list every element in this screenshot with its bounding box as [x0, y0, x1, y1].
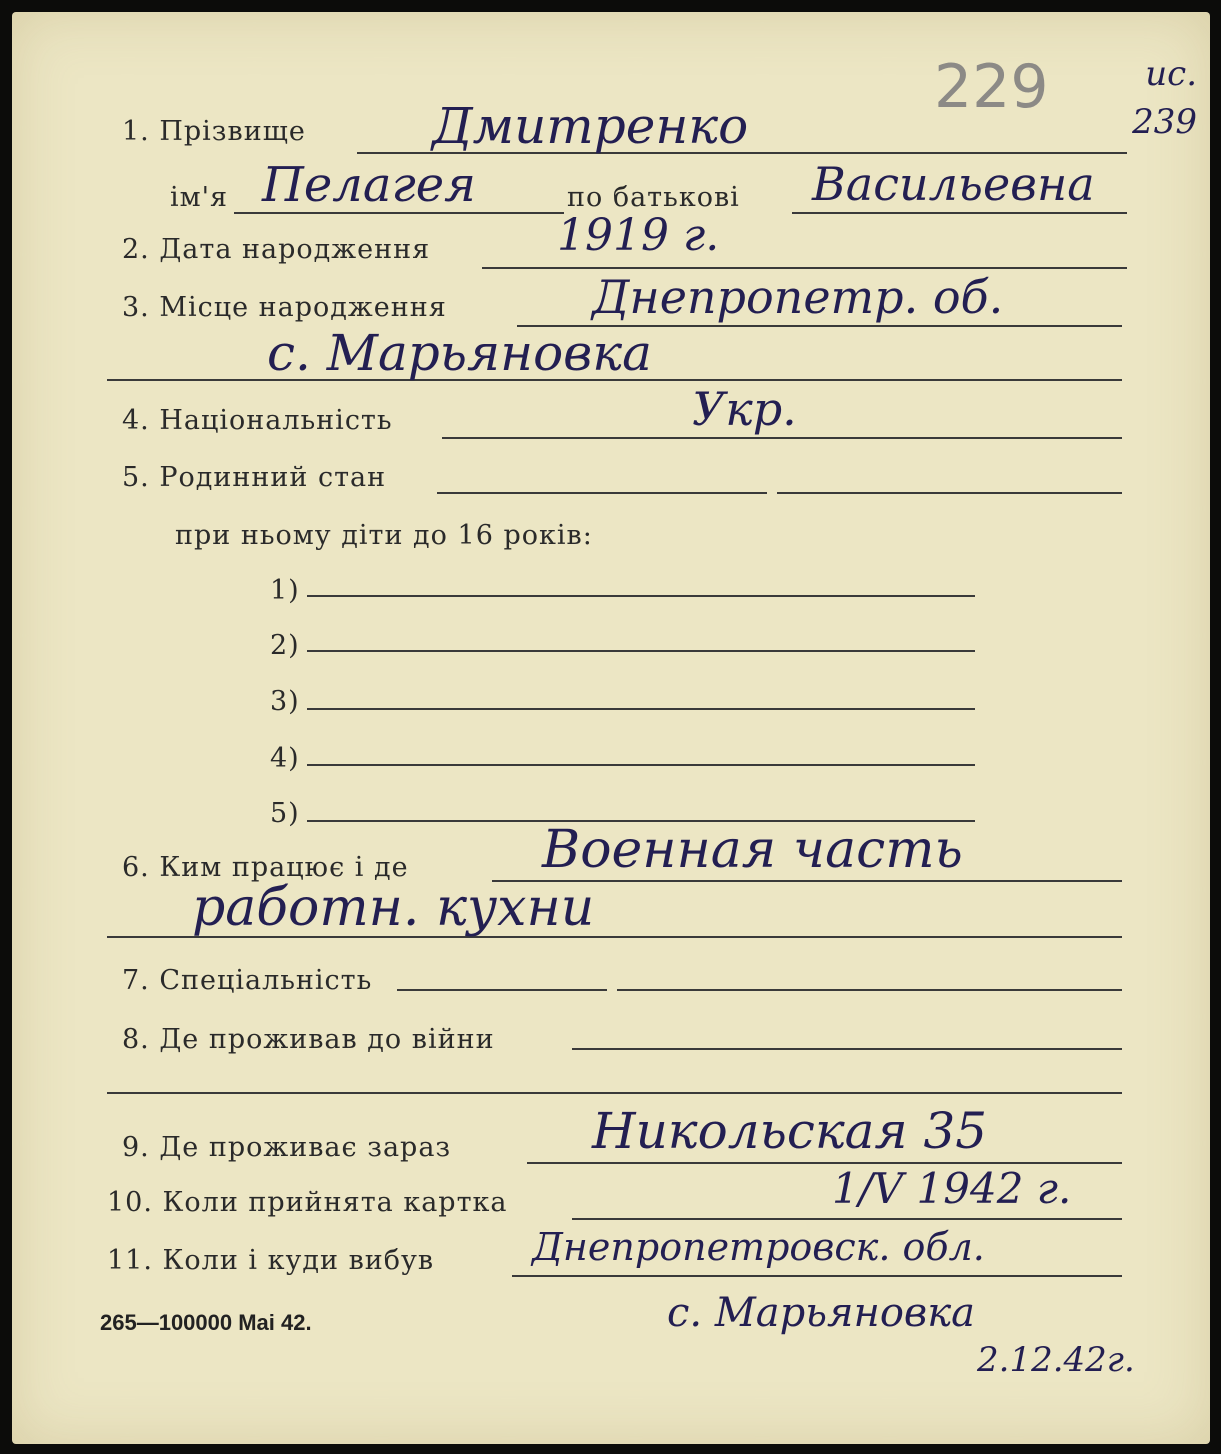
family-label: 5. Родинний стан — [122, 462, 387, 493]
child-1-line — [307, 595, 975, 597]
child-1-label: 1) — [270, 575, 300, 606]
birth-date-value: 1919 г. — [557, 210, 720, 261]
work-value-2: работн. кухни — [192, 878, 595, 938]
child-3-label: 3) — [270, 686, 300, 717]
patronymic-line — [792, 212, 1127, 214]
departure-label: 11. Коли і куди вибув — [107, 1245, 435, 1276]
current-address-value: Никольская 35 — [592, 1102, 988, 1160]
specialty-line-2 — [617, 989, 1122, 991]
card-number-handwritten: ис. 239 — [1132, 54, 1197, 142]
patronymic-label: по батькові — [567, 182, 740, 213]
prewar-line-2 — [107, 1092, 1122, 1094]
patronymic-value: Васильевна — [812, 157, 1095, 211]
card-accepted-line — [572, 1218, 1122, 1220]
birth-date-label: 2. Дата народження — [122, 234, 431, 265]
specialty-label: 7. Спеціальність — [122, 965, 373, 996]
birth-place-value-2: с. Марьяновка — [267, 324, 652, 382]
birth-date-line — [482, 267, 1127, 269]
departure-value-3: 2.12.42г. — [977, 1340, 1135, 1380]
departure-value-2: с. Марьяновка — [667, 1290, 975, 1336]
card-accepted-value: 1/V 1942 г. — [832, 1164, 1072, 1213]
card-accepted-label: 10. Коли прийнята картка — [107, 1187, 508, 1218]
card-number-stamp: 229 — [934, 52, 1049, 122]
child-4-label: 4) — [270, 743, 300, 774]
work-value-1: Военная часть — [542, 820, 963, 880]
current-address-label: 9. Де проживає зараз — [122, 1132, 452, 1163]
child-5-label: 5) — [270, 798, 300, 829]
departure-line — [512, 1275, 1122, 1277]
children-label: при ньому діти до 16 років: — [175, 520, 593, 551]
family-line-1 — [437, 492, 767, 494]
child-3-line — [307, 708, 975, 710]
departure-value-1: Днепропетровск. обл. — [532, 1225, 985, 1269]
family-line-2 — [777, 492, 1122, 494]
prewar-line-1 — [572, 1048, 1122, 1050]
work-label: 6. Ким працює і де — [122, 852, 409, 883]
print-code: 265—100000 Mai 42. — [100, 1310, 312, 1335]
prewar-label: 8. Де проживав до війни — [122, 1024, 495, 1055]
registration-card — [12, 12, 1210, 1444]
birth-place-label: 3. Місце народження — [122, 292, 447, 323]
child-2-label: 2) — [270, 630, 300, 661]
surname-label: 1. Прізвище — [122, 116, 306, 147]
birth-place-value-1: Днепропетр. об. — [592, 270, 1004, 324]
specialty-line-1 — [397, 989, 607, 991]
surname-value: Дмитренко — [432, 97, 749, 155]
name-value: Пелагея — [262, 157, 476, 213]
nationality-label: 4. Національність — [122, 405, 393, 436]
child-4-line — [307, 764, 975, 766]
child-2-line — [307, 650, 975, 652]
nationality-value: Укр. — [692, 382, 797, 436]
nationality-line — [442, 437, 1122, 439]
name-label: ім'я — [170, 182, 229, 213]
